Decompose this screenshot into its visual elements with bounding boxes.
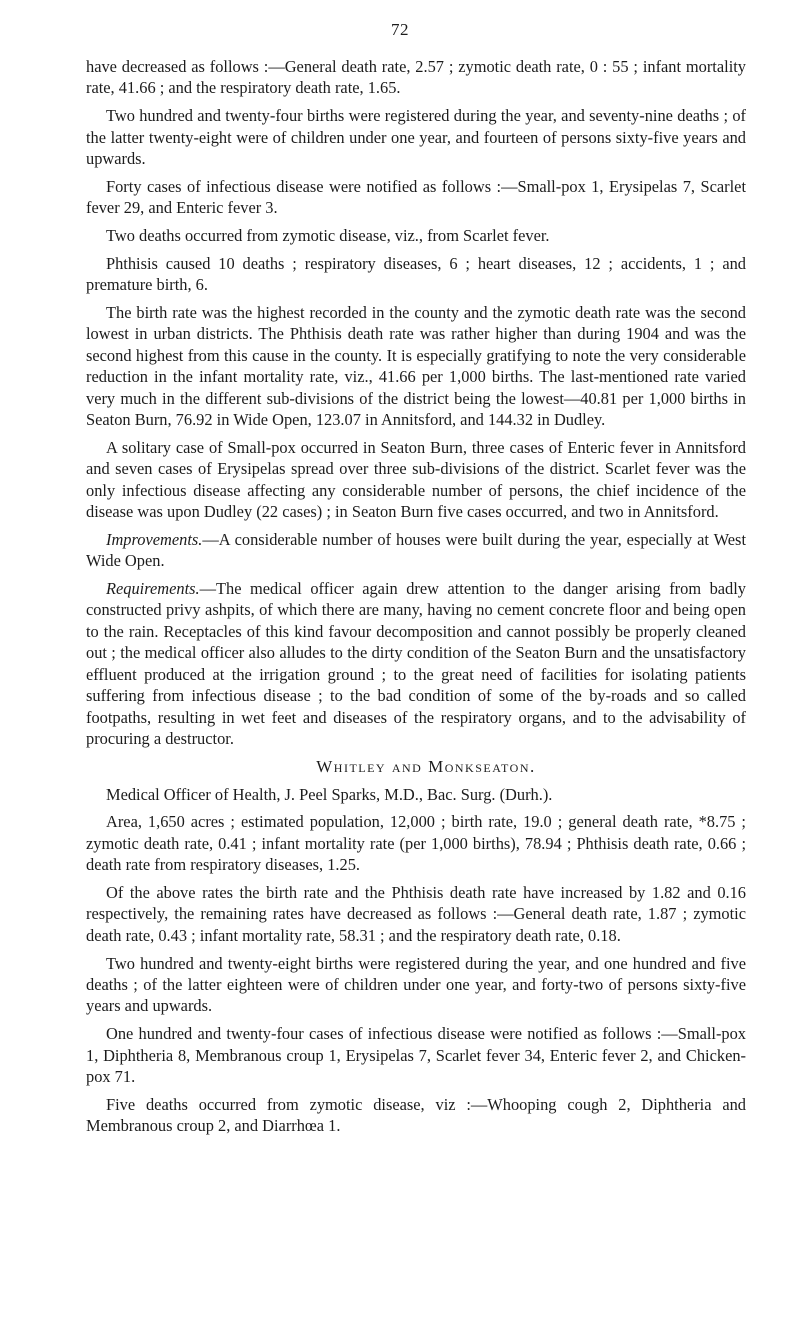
paragraph-solitary-case: A solitary case of Small-pox occurred in Seaton Burn, three cases of Enteric fever in Annitsford and seven cases of Erysipelas spread over three sub-divisions of the district. Scarlet fever was the only infectious disease affecting any considerable number of persons, the chief incidence of the disease was upon Dudley (22 cases) ; in Seaton Burn five cases occurred, and two in Annitsford.: [86, 437, 746, 522]
requirements-text: —The medical officer again drew attention to the danger arising from badly constructed privy ashpits, of which there are many, having no cement concrete floor and being open to the rain. Receptacles of this kind favour decomposition and cannot possibly be properly cleaned out ; the medical officer also alludes to the dirty condition of the Seaton Burn and the unsatisfactory effluent produced at the irrigation ground ; to the great need of facilities for isolating patients suffering from infectious disease ; to the bad condition of some of the by-roads and so called footpaths, resulting in wet feet and diseases of the respiratory organs, and to the advisability of procuring a destructor.: [86, 579, 746, 748]
paragraph-requirements: [86, 578, 746, 749]
paragraph-area-rates: Area, 1,650 acres ; estimated population, 12,000 ; birth rate, 19.0 ; general death rate, *8.75 ; zymotic death rate, 0.41 ; infant mortality rate (per 1,000 births), 78.94 ; Phthisis death rate, 0.66 ; death rate from respiratory diseases, 1.25.: [86, 812, 746, 875]
body-text: [86, 56, 746, 1143]
paragraph-rates-change: Of the above rates the birth rate and the Phthisis death rate have increased by 1.82 and 0.16 respectively, the remaining rates have decreased as follows :—General death rate, 1.87 ; zymotic death rate, 0.43 ; infant mortality rate, 58.31 ; and the respiratory death rate, 0.18.: [86, 882, 746, 945]
requirements-label: Requirements.: [106, 579, 200, 599]
paragraph-improvements: [86, 529, 746, 572]
page-number: 72: [391, 20, 409, 39]
paragraph-rates-decrease: have decreased as follows :—General death rate, 2.57 ; zymotic death rate, 0 : 55 ; infant mortality rate, 41.66 ; and the respiratory death rate, 1.65.: [86, 57, 746, 98]
paragraph-infectious-cases-whitley: One hundred and twenty-four cases of infectious disease were notified as follows :—Small-pox 1, Diphtheria 8, Membranous croup 1, Erysipelas 7, Scarlet fever 34, Enteric fever 2, and Chicken-pox 71.: [86, 1024, 746, 1086]
paragraph-births-deaths-whitley: Two hundred and twenty-eight births were registered during the year, and one hundred and five deaths ; of the latter eighteen were of children under one year, and forty-two of persons sixty-five years and upwards.: [86, 953, 746, 1016]
paragraph-zymotic-deaths-whitley: Five deaths occurred from zymotic disease, viz :—Whooping cough 2, Diphtheria and Membranous croup 2, and Diarrhœa 1.: [86, 1094, 746, 1136]
section-heading: Whitley and Monkseaton.: [316, 756, 536, 776]
paragraph-infectious-cases: Forty cases of infectious disease were notified as follows :—Small-pox 1, Erysipelas 7, Scarlet fever 29, and Enteric fever 3.: [86, 176, 746, 218]
improvements-label: Improvements.: [106, 529, 203, 549]
paragraph-phthisis: Phthisis caused 10 deaths ; respiratory diseases, 6 ; heart diseases, 12 ; accidents, 1 ; and premature birth, 6.: [86, 253, 746, 295]
paragraph-zymotic-deaths: Two deaths occurred from zymotic disease, viz., from Scarlet fever.: [106, 226, 550, 246]
paragraph-medical-officer: Medical Officer of Health, J. Peel Sparks, M.D., Bac. Surg. (Durh.).: [106, 784, 553, 804]
paragraph-birth-rate-summary: The birth rate was the highest recorded in the county and the zymotic death rate was the second lowest in urban districts. The Phthisis death rate was rather higher than during 1904 and was the second highest from this cause in the county. It is especially gratifying to note the very considerable reduction in the infant mortality rate, viz., 41.66 per 1,000 births. The last-mentioned rate varied very much in the different sub-divisions of the district being the lowest—40.81 per 1,000 births in Seaton Burn, 76.92 in Wide Open, 123.07 in Annitsford, and 144.32 in Dudley.: [86, 303, 746, 430]
improvements-text: —A considerable number of houses were built during the year, especially at West Wide Open.: [86, 529, 746, 571]
paragraph-births-deaths: Two hundred and twenty-four births were registered during the year, and seventy-nine deaths ; of the latter twenty-eight were of children under one year, and fourteen of persons sixty-five years and upwards.: [86, 106, 746, 169]
